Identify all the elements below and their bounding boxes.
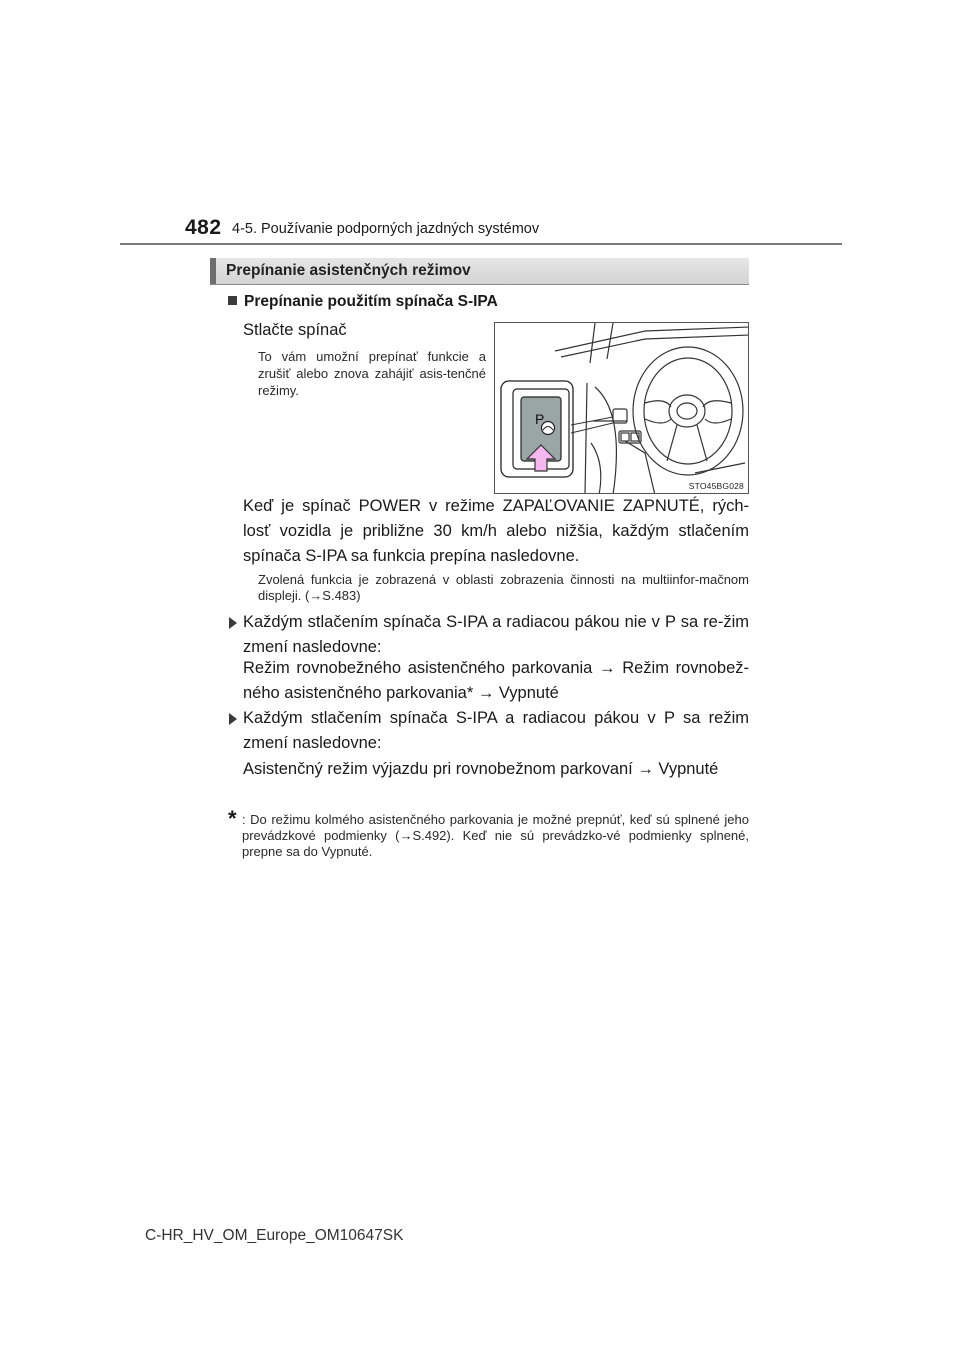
header-rule <box>120 243 842 245</box>
figure-code: STO45BG028 <box>688 481 744 491</box>
square-bullet-icon <box>228 296 237 305</box>
footer-code: C-HR_HV_OM_Europe_OM10647SK <box>145 1227 404 1244</box>
page-number: 482 <box>185 216 222 239</box>
footnote-text: : Do režimu kolmého asistenčného parkovania je možné prepnúť, keď sú splnené jeho prevádzkové podmienky (→S.492). Keď nie sú prevádzko-vé podmienky splnené, prepne sa do Vypnuté. <box>242 812 749 859</box>
section-heading-bar <box>210 258 749 285</box>
step-instruction: Stlačte spínač <box>243 321 347 339</box>
dashboard-drawing <box>495 323 749 494</box>
bullet-sequence: Asistenčný režim výjazdu pri rovnobežnom parkovaní → Vypnuté <box>243 760 719 778</box>
switch-illustration <box>494 322 749 494</box>
subsection-heading <box>228 293 498 311</box>
footnote-marker: * <box>228 806 237 831</box>
section-title: Prepínanie asistenčných režimov <box>226 262 471 279</box>
bullet-arrow-icon <box>229 617 237 629</box>
step-note: To vám umožní prepínať funkcie a zrušiť alebo znova zahájiť asis-tenčné režimy. <box>258 349 486 398</box>
body-note: Zvolená funkcia je zobrazená v oblasti zobrazenia činnosti na multiinfor-mačnom displeji. (→S.483) <box>258 572 749 603</box>
bullet-item: Každým stlačením spínača S-IPA a radiacou pákou nie v P sa re-žim zmení nasledovne: <box>243 613 749 656</box>
switch-letter: P <box>535 411 545 427</box>
section-marker <box>210 258 216 284</box>
bullet-sequence: Režim rovnobežného asistenčného parkovania → Režim rovnobež-ného asistenčného parkovania* → Vypnuté <box>243 659 749 702</box>
bullet-item: Každým stlačením spínača S-IPA a radiacou pákou v P sa režim zmení nasledovne: <box>243 709 749 752</box>
body-paragraph: Keď je spínač POWER v režime ZAPAĽOVANIE ZAPNUTÉ, rých-losť vozidla je približne 30 km/h alebo nižšia, každým stlačením spínača S-IPA sa funkcia prepína nasledovne. <box>243 497 749 565</box>
bullet-arrow-icon <box>229 713 237 725</box>
chapter-title: 4-5. Používanie podporných jazdných systémov <box>232 221 540 237</box>
subsection-title: Prepínanie použitím spínača S-IPA <box>244 293 498 310</box>
